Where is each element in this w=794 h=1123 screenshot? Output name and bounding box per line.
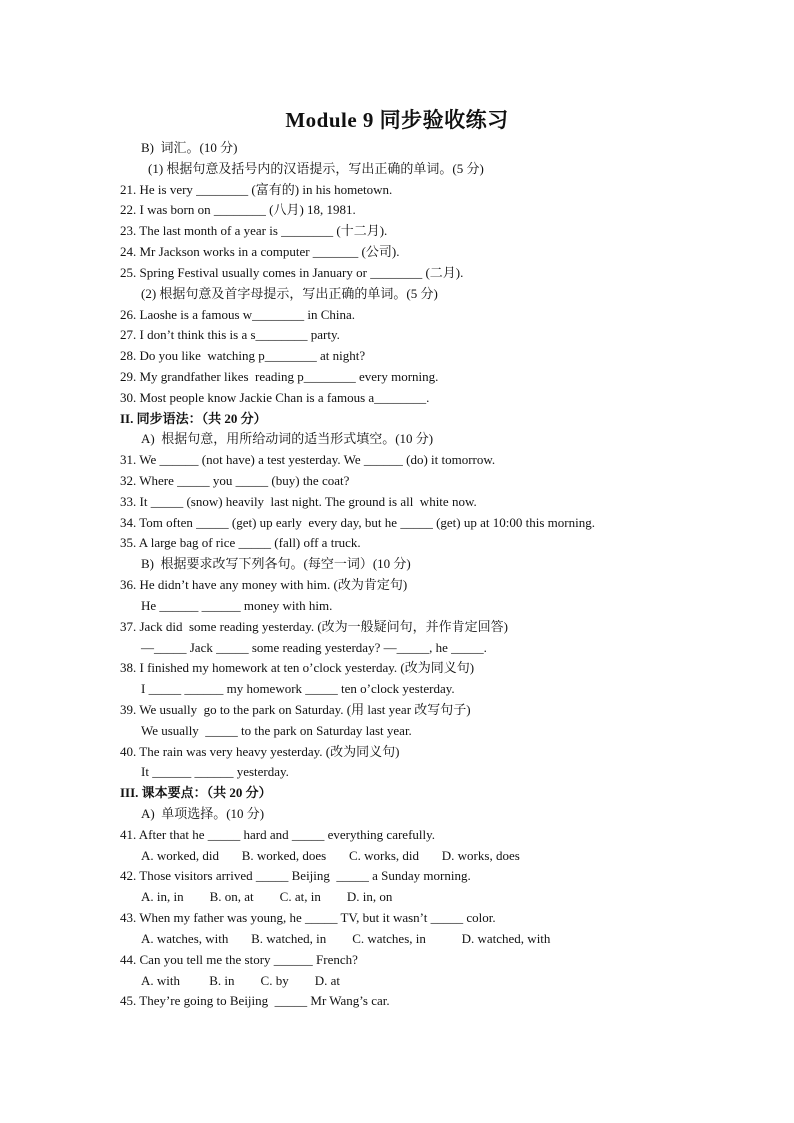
exercise-line: 21. He is very ________ (富有的) in his hometown.	[120, 181, 393, 197]
exercise-line: 24. Mr Jackson works in a computer _______ (公司).	[120, 244, 400, 260]
exercise-line: 42. Those visitors arrived _____ Beijing _____ a Sunday morning.	[120, 868, 471, 884]
exercise-line: 37. Jack did some reading yesterday. (改为一般疑问句，并作肯定回答)	[120, 618, 509, 634]
exercise-line: (2) 根据句意及首字母提示，写出正确的单词。(5 分)	[141, 285, 438, 301]
exercise-line: 26. Laoshe is a famous w________ in China.	[120, 306, 356, 322]
exercise-line: 22. I was born on ________ (八月) 18, 1981.	[120, 202, 356, 218]
section-heading: III. 课本要点：（共 20 分）	[120, 785, 272, 801]
exercise-line: 41. After that he _____ hard and _____ everything carefully.	[120, 826, 436, 842]
exercise-line: B) 词汇。(10 分)	[141, 140, 238, 155]
exercise-line: 30. Most people know Jackie Chan is a famous a________.	[120, 389, 430, 405]
exercise-line: 33. It _____ (snow) heavily last night. The ground is all white now.	[120, 493, 477, 509]
exercise-content	[120, 138, 740, 1012]
exercise-line: 29. My grandfather likes reading p________ every morning.	[120, 368, 439, 384]
exercise-line: A) 单项选择。(10 分)	[141, 806, 265, 821]
page-title: Module 9 同步验收练习	[285, 108, 509, 132]
exercise-line: B) 根据要求改写下列各句。(每空一词）(10 分)	[141, 556, 411, 572]
exercise-line: (1) 根据句意及括号内的汉语提示，写出正确的单词。(5 分)	[148, 160, 484, 176]
exercise-line: A. watches, with B. watched, in C. watches, in D. watched, with	[141, 930, 551, 946]
exercise-line: 35. A large bag of rice _____ (fall) off a truck.	[120, 535, 361, 551]
exercise-line: 39. We usually go to the park on Saturday. (用 last year 改写句子)	[120, 701, 471, 717]
exercise-line: 36. He didn’t have any money with him. (改为肯定句)	[120, 577, 408, 593]
exercise-line: We usually _____ to the park on Saturday last year.	[141, 722, 412, 738]
exercise-line: He ______ ______ money with him.	[141, 597, 333, 613]
exercise-line: 31. We ______ (not have) a test yesterday. We ______ (do) it tomorrow.	[120, 452, 496, 468]
exercise-line: 34. Tom often _____ (get) up early every day, but he _____ (get) up at 10:00 this morning.	[120, 514, 595, 530]
exercise-line: 32. Where _____ you _____ (buy) the coat?	[120, 473, 350, 488]
exercise-line: 38. I finished my homework at ten o’clock yesterday. (改为同义句)	[120, 660, 475, 676]
exercise-line: 27. I don’t think this is a s________ party.	[120, 327, 340, 343]
exercise-line: A. with B. in C. by D. at	[141, 972, 340, 988]
exercise-line: 23. The last month of a year is ________ (十二月).	[120, 223, 388, 239]
exercise-line: A) 根据句意，用所给动词的适当形式填空。(10 分)	[141, 431, 434, 447]
exercise-line: 44. Can you tell me the story ______ French?	[120, 951, 358, 967]
exercise-line: 28. Do you like watching p________ at night?	[120, 348, 366, 364]
exercise-line: 43. When my father was young, he _____ TV, but it wasn’t _____ color.	[120, 910, 496, 926]
exercise-line: It ______ ______ yesterday.	[141, 764, 289, 780]
exercise-line: A. in, in B. on, at C. at, in D. in, on	[141, 889, 393, 905]
exercise-line: 45. They’re going to Beijing _____ Mr Wang’s car.	[120, 993, 390, 1009]
exercise-line: —_____ Jack _____ some reading yesterday? —_____, he _____.	[141, 639, 487, 655]
section-heading: II. 同步语法：（共 20 分）	[120, 410, 267, 426]
exercise-line: 40. The rain was very heavy yesterday. (改为同义句)	[120, 743, 400, 759]
exercise-line: I _____ ______ my homework _____ ten o’clock yesterday.	[141, 681, 455, 697]
exercise-line: 25. Spring Festival usually comes in January or ________ (二月).	[120, 264, 464, 280]
exercise-line: A. worked, did B. worked, does C. works, did D. works, does	[141, 847, 520, 863]
